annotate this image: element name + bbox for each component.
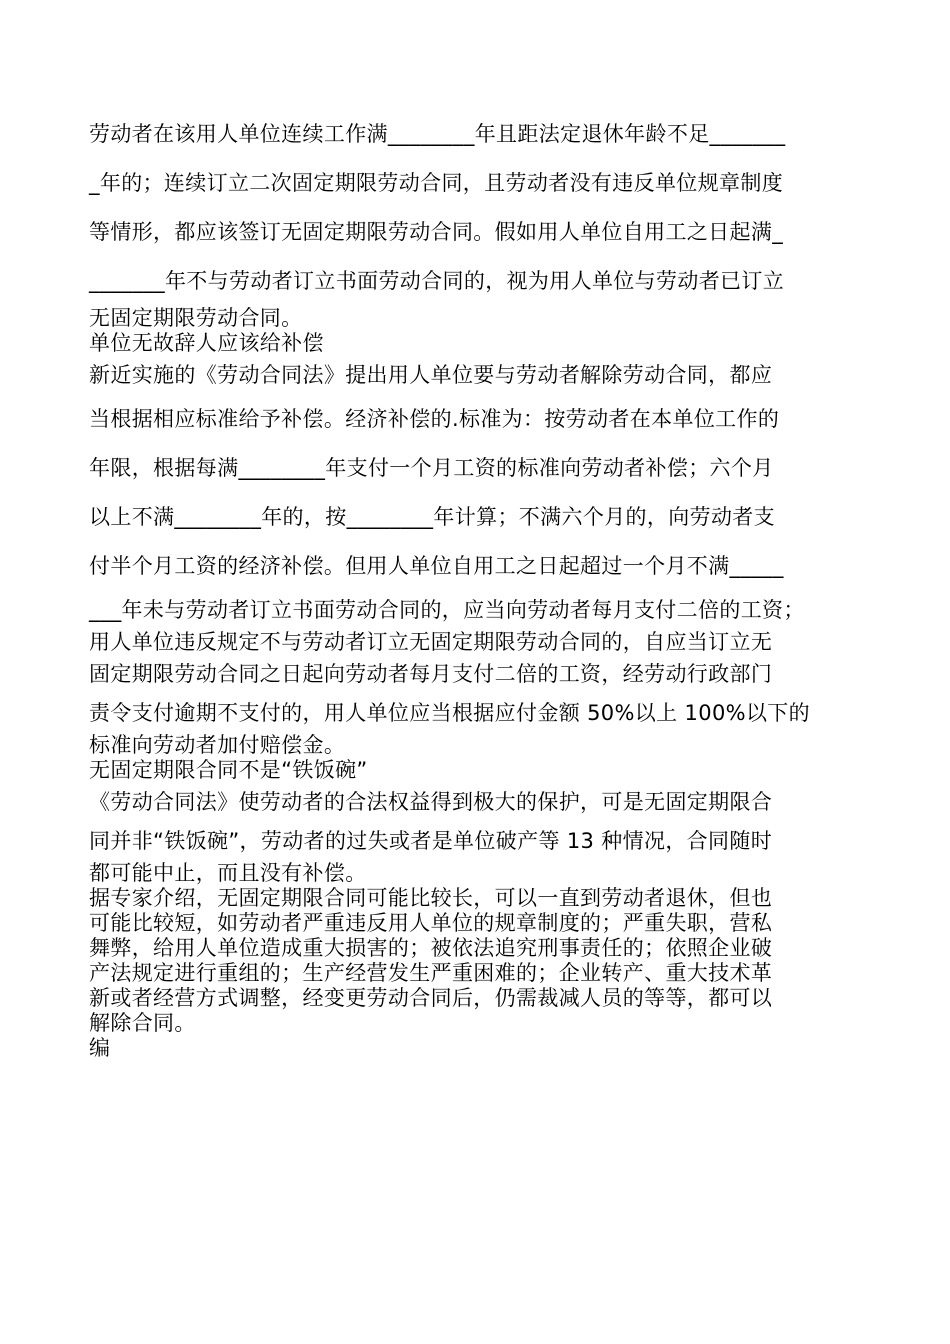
text-line: 同并非“铁饭碗”，劳动者的过失或者是单位破产等 13 种情况，合同随时 [89,829,773,853]
text-line: 年限，根据每满________年支付一个月工资的标准向劳动者补偿；六个月 [89,456,774,480]
text-line: 舞弊，给用人单位造成重大损害的；被依法追究刑事责任的；依照企业破 [89,936,773,960]
text-line: 据专家介绍，无固定期限合同可能比较长，可以一直到劳动者退休，但也 [89,886,773,910]
text-line: _年的；连续订立二次固定期限劳动合同，且劳动者没有违反单位规章制度 [89,171,784,195]
text-line: 等情形，都应该签订无固定期限劳动合同。假如用人单位自用工之日起满_ [89,220,784,244]
text-line: 用人单位违反规定不与劳动者订立无固定期限劳动合同的，自应当订立无 [89,630,773,654]
text-line: 解除合同。 [89,1011,196,1035]
text-line: 劳动者在该用人单位连续工作满________年且距法定退休年龄不足_______ [89,122,786,146]
text-line: 可能比较短，如劳动者严重违反用人单位的规章制度的；严重失职，营私 [89,911,773,935]
document-page [89,110,864,1061]
text-line: 固定期限劳动合同之日起向劳动者每月支付二倍的工资，经劳动行政部门 [89,662,773,686]
text-line: 编 [89,1036,111,1060]
text-line: 以上不满________年的，按________年计算；不满六个月的，向劳动者支 [89,505,775,529]
text-line: 标准向劳动者加付赔偿金。 [89,733,346,757]
text-line: 都可能中止，而且没有补偿。 [89,861,367,885]
text-line: 责令支付逾期不支付的，用人单位应当根据应付金额 50%以上 100%以下的 [89,701,811,725]
text-line: 产法规定进行重组的；生产经营发生严重困难的；企业转产、重大技术革 [89,961,773,985]
text-line: 《劳动合同法》使劳动者的合法权益得到极大的保护，可是无固定期限合 [89,790,773,814]
text-line: ___年未与劳动者订立书面劳动合同的，应当向劳动者每月支付二倍的工资； [89,598,805,622]
text-line: 无固定期限劳动合同。 [89,306,303,330]
text-line: 付半个月工资的经济补偿。但用人单位自用工之日起超过一个月不满_____ [89,554,784,578]
section-heading: 无固定期限合同不是“铁饭碗” [89,758,368,782]
text-line: 新近实施的《劳动合同法》提出用人单位要与劳动者解除劳动合同，都应 [89,363,773,387]
text-line: _______年不与劳动者订立书面劳动合同的，视为用人单位与劳动者已订立 [89,269,785,293]
text-line: 新或者经营方式调整，经变更劳动合同后，仍需裁减人员的等等，都可以 [89,986,773,1010]
section-heading: 单位无故辞人应该给补偿 [89,331,324,355]
text-line: 当根据相应标准给予补偿。经济补偿的.标准为：按劳动者在本单位工作的 [89,407,780,431]
